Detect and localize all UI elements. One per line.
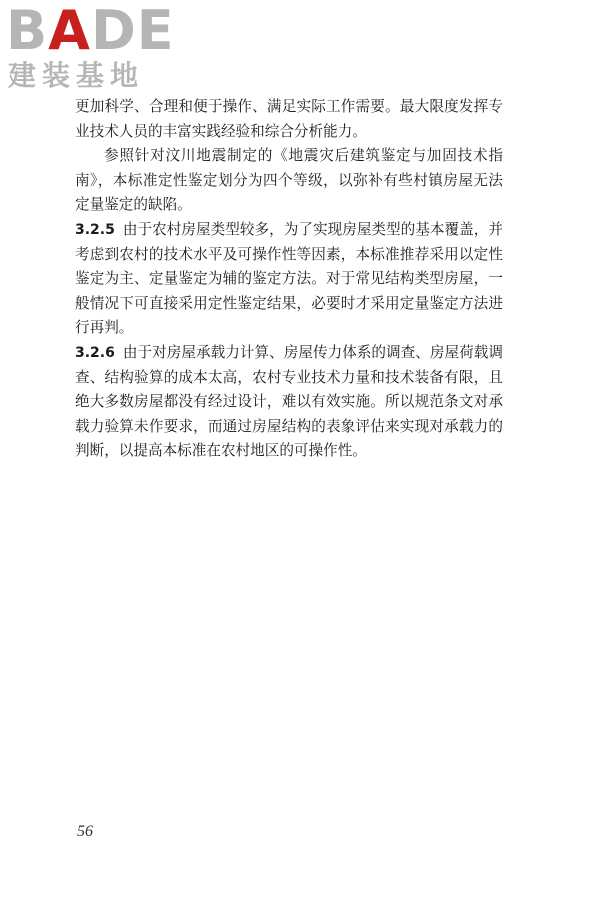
logo-subtitle: 建装基地 bbox=[8, 59, 145, 92]
clause-number: 3.2.6 bbox=[75, 344, 115, 361]
paragraph-text: 更加科学、合理和便于操作、满足实际工作需要。最大限度发挥专业技术人员的丰富实践经验和综合分析能力。 bbox=[75, 98, 503, 140]
logo-letters-de: DE bbox=[90, 0, 175, 62]
logo-wordmark bbox=[6, 2, 175, 60]
document-body bbox=[75, 95, 503, 464]
paragraph-text: 参照针对汶川地震制定的《地震灾后建筑鉴定与加固技术指南》，本标准定性鉴定划分为四个等级，以弥补有些村镇房屋无法定量鉴定的缺陷。 bbox=[75, 147, 503, 214]
paragraph-text: 由于对房屋承载力计算、房屋传力体系的调查、房屋荷载调查、结构验算的成本太高，农村专业技术力量和技术装备有限，且绝大多数房屋都没有经过设计，难以有效实施。所以规范条文对承载力验算未作要求，而通过房屋结构的表象评估来实现对承载力的判断，以提高本标准在农村地区的可操作性。 bbox=[75, 343, 503, 460]
paragraph-continuation bbox=[75, 95, 503, 144]
logo-letter-b: B bbox=[6, 0, 49, 62]
page-number: 56 bbox=[77, 823, 93, 840]
bade-logo bbox=[6, 2, 176, 94]
clause-3-2-5 bbox=[75, 218, 503, 341]
logo-letter-a: A bbox=[48, 0, 91, 62]
paragraph-reference bbox=[75, 144, 503, 218]
clause-3-2-6 bbox=[75, 341, 503, 464]
paragraph-text: 由于农村房屋类型较多，为了实现房屋类型的基本覆盖，并考虑到农村的技术水平及可操作性等因素，本标准推荐采用以定性鉴定为主、定量鉴定为辅的鉴定方法。对于常见结构类型房屋，一般情况下可直接采用定性鉴定结果，必要时才采用定量鉴定方法进行再判。 bbox=[75, 220, 503, 337]
clause-number: 3.2.5 bbox=[75, 221, 115, 238]
